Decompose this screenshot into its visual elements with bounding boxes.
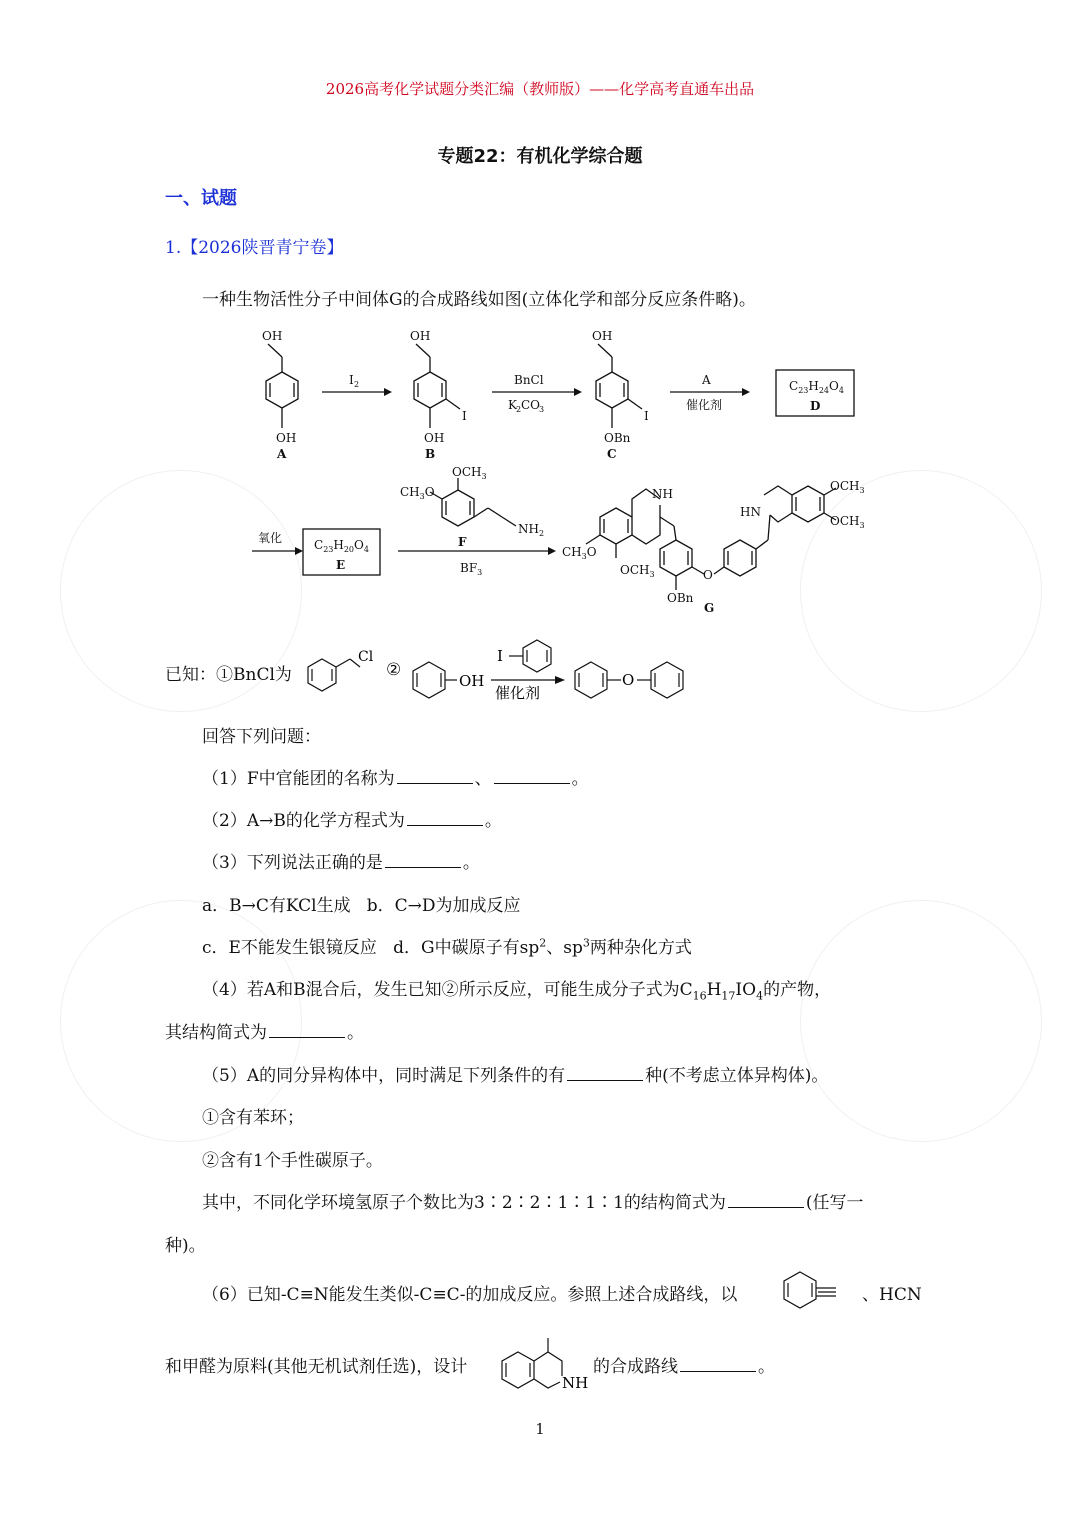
svg-text:C: C: [607, 447, 617, 461]
phenylacetylene-structure: [776, 1268, 868, 1314]
question-intro: 一种生物活性分子中间体G的合成路线如图(立体化学和部分反应条件略)。: [202, 290, 756, 310]
answer-blank[interactable]: [494, 769, 570, 784]
svg-text:NH2: $NH_2$: [518, 522, 545, 538]
known-2-label: ②: [386, 660, 402, 680]
svg-text:OCH3: $OCH_3$: [830, 514, 865, 530]
question-6-end: 的合成路线 。: [593, 1357, 775, 1377]
svg-text:A: A: [277, 447, 287, 461]
svg-text:3: 3: [539, 405, 545, 414]
svg-text:OH: OH: [592, 329, 613, 343]
svg-text:C23H24O4: $C_{23}H_{24}O_4$: [789, 379, 844, 395]
question-2: （2）A→B的化学方程式为 。: [202, 811, 502, 831]
page-header: 2026高考化学试题分类汇编（教师版）——化学高考直通车出品: [325, 80, 755, 98]
svg-text:O: O: [622, 671, 635, 689]
svg-text:HN: HN: [740, 505, 761, 519]
synthesis-scheme: [0, 310, 1080, 620]
question-number: 1.: [165, 238, 182, 258]
svg-text:K: K: [508, 398, 517, 412]
known-label: 已知：①BnCl为: [165, 665, 292, 685]
answer-blank[interactable]: [385, 853, 461, 868]
svg-text:D: D: [810, 399, 821, 413]
svg-text:OH: OH: [459, 672, 485, 690]
svg-text:BF3: $BF_3$: [460, 561, 483, 577]
svg-text:G: G: [704, 601, 715, 615]
answer-blank[interactable]: [397, 769, 473, 784]
svg-text:OH: OH: [410, 329, 431, 343]
svg-text:2: 2: [516, 405, 522, 414]
watermark: [800, 900, 1042, 1142]
svg-text:NH: NH: [652, 487, 673, 501]
question-5-ratio-line2: 种)。: [165, 1236, 206, 1256]
svg-text:催化剂: 催化剂: [686, 398, 723, 412]
question-3-options-cd: [202, 933, 692, 958]
option-b: b．C→D为加成反应: [366, 896, 521, 916]
question-5: （5）A的同分异构体中，同时满足下列条件的有 种(不考虑立体异构体)。: [202, 1066, 829, 1086]
answer-blank[interactable]: [269, 1023, 345, 1038]
question-3-options-ab: [202, 891, 521, 916]
answer-blank[interactable]: [728, 1193, 804, 1208]
known-reaction-2: [405, 632, 695, 704]
answer-blank[interactable]: [407, 811, 483, 826]
answer-blank[interactable]: [680, 1357, 756, 1372]
svg-text:B: B: [425, 447, 436, 461]
svg-text:NH: NH: [562, 1374, 589, 1392]
svg-text:I: I: [644, 409, 649, 423]
question-6-hcn: 、HCN: [862, 1285, 922, 1305]
svg-text:BnCl: BnCl: [514, 373, 544, 387]
svg-text:OH: OH: [424, 431, 445, 445]
svg-text:氧化: 氧化: [258, 531, 283, 545]
svg-text:E: E: [336, 558, 346, 572]
svg-text:催化剂: 催化剂: [495, 684, 541, 702]
question-source: [165, 233, 344, 258]
svg-text:I: I: [497, 647, 503, 665]
svg-text:OCH3: $OCH_3$: [620, 563, 655, 579]
option-d: d．G中碳原子有$sp^2$、$sp^3$两种杂化方式: [393, 936, 692, 958]
question-5-ratio: 其中，不同化学环境氢原子个数比为3∶2∶2∶1∶1∶1的结构简式为 (任写一: [202, 1193, 864, 1213]
svg-text:O: O: [703, 568, 713, 582]
question-5-condition-2: ②含有1个手性碳原子。: [202, 1151, 383, 1171]
question-4-line2: 其结构简式为 。: [165, 1023, 364, 1043]
answer-prompt: 回答下列问题：: [202, 727, 321, 747]
benzyl-chloride-structure: [300, 645, 380, 695]
svg-text:Cl: Cl: [358, 649, 374, 665]
scheme-label: OH: [262, 329, 283, 343]
question-6: （6）已知-C≡N能发生类似-C≡C-的加成反应。参照上述合成路线，以: [202, 1285, 738, 1305]
svg-text:C23H20O4: $C_{23}H_{20}O_4$: [314, 538, 369, 554]
page-number: 1: [535, 1420, 545, 1438]
question-1: （1）F中官能团的名称为 、 。: [202, 769, 589, 789]
svg-text:F: F: [458, 535, 467, 549]
section-heading: 一、试题: [165, 188, 237, 209]
svg-text:A: A: [702, 373, 711, 387]
page-title: 专题22：有机化学综合题: [437, 146, 643, 167]
svg-text:OBn: OBn: [604, 431, 631, 445]
svg-text:I: I: [462, 409, 467, 423]
svg-text:CH3O: $CH_3O$: [400, 485, 435, 501]
question-3: （3）下列说法正确的是 。: [202, 853, 480, 873]
question-5-condition-1: ①含有苯环；: [202, 1108, 304, 1128]
target-structure: [496, 1326, 596, 1394]
svg-text:OBn: OBn: [667, 591, 694, 605]
svg-text:2: 2: [354, 380, 360, 389]
svg-text:I: I: [349, 373, 354, 387]
svg-text:OH: OH: [276, 431, 297, 445]
answer-blank[interactable]: [567, 1066, 643, 1081]
svg-text:OCH3: $OCH_3$: [452, 465, 487, 481]
svg-text:OCH3: $OCH_3$: [830, 479, 865, 495]
question-4: （4）若A和B混合后，发生已知②所示反应，可能生成分子式为$C_{16}H_{17}IO_4$的产物，: [202, 980, 832, 1003]
question-source-label: 【2026陕晋青宁卷】: [181, 238, 344, 258]
option-a: a．B→C有KCl生成: [202, 896, 351, 916]
svg-text:CH3O: $CH_3O$: [562, 545, 597, 561]
question-6-line2: 和甲醛为原料(其他无机试剂任选)，设计: [165, 1357, 468, 1377]
svg-text:CO: CO: [521, 398, 541, 412]
option-c: c．E不能发生银镜反应: [202, 938, 377, 958]
